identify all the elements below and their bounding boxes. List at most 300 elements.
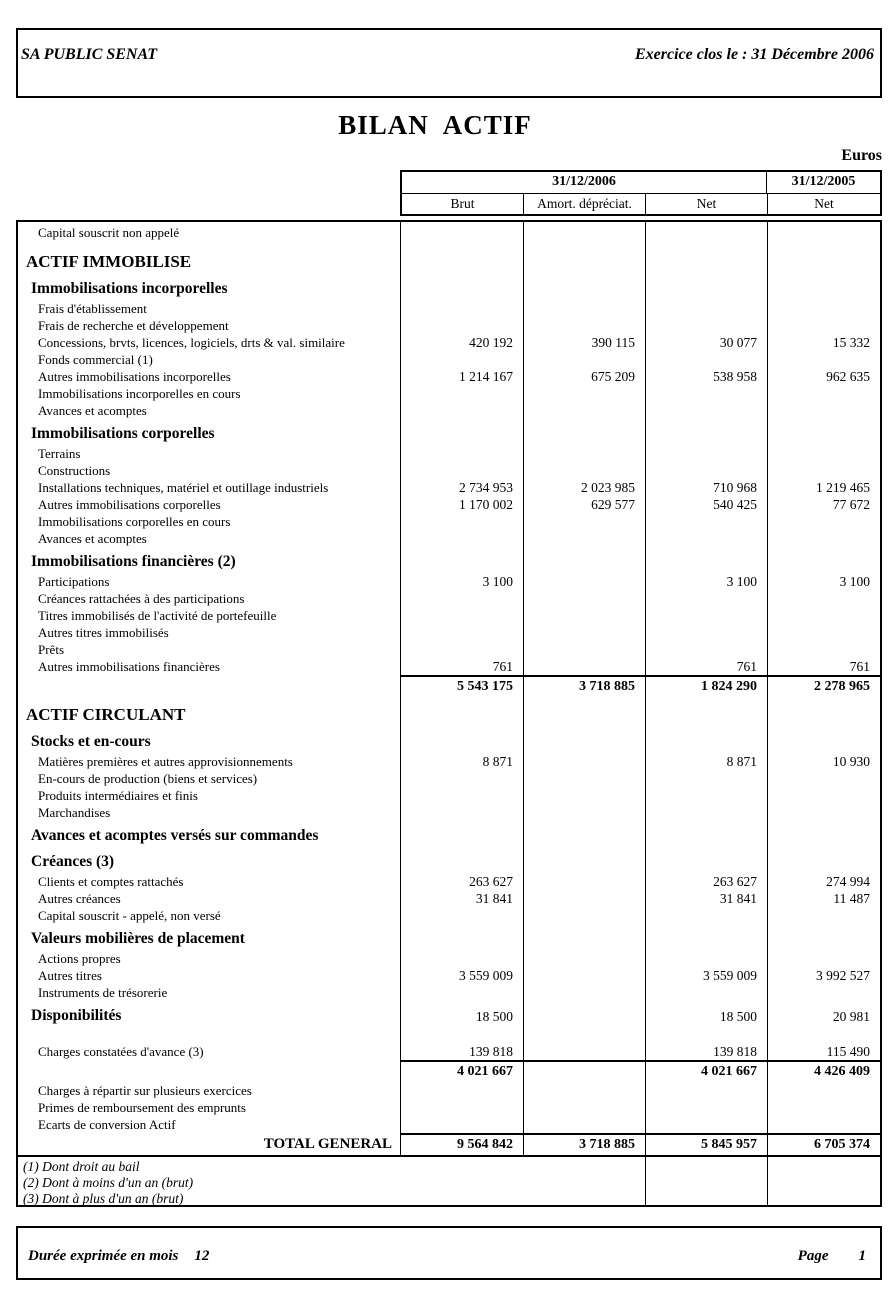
row-value bbox=[767, 787, 880, 804]
row-value bbox=[400, 419, 523, 445]
row-value bbox=[645, 950, 767, 967]
row-value bbox=[645, 924, 767, 950]
column-header-brut: Brut bbox=[450, 195, 475, 211]
row-value: 3 718 885 bbox=[523, 675, 645, 697]
row-value bbox=[645, 607, 767, 624]
footnotes-section bbox=[18, 1155, 880, 1205]
row-value bbox=[523, 530, 645, 547]
row-value: 4 021 667 bbox=[400, 1060, 523, 1082]
row-value: 8 871 bbox=[400, 753, 523, 770]
row-value bbox=[400, 984, 523, 1001]
year-header-row bbox=[402, 172, 880, 194]
table-row bbox=[18, 907, 880, 924]
row-value bbox=[523, 967, 645, 984]
row-value bbox=[523, 787, 645, 804]
row-value bbox=[767, 385, 880, 402]
row-value bbox=[767, 847, 880, 873]
row-value bbox=[523, 890, 645, 907]
row-label: Disponibilités bbox=[31, 1007, 122, 1024]
table-row bbox=[18, 300, 880, 317]
row-label: Autres titres bbox=[38, 967, 102, 983]
footnote-1: (1) Dont droit au bail bbox=[23, 1159, 140, 1174]
row-value: 1 170 002 bbox=[400, 496, 523, 513]
row-value bbox=[400, 847, 523, 873]
row-value: 2 278 965 bbox=[767, 675, 880, 697]
row-value: 629 577 bbox=[523, 496, 645, 513]
row-value: 263 627 bbox=[645, 873, 767, 890]
row-value bbox=[767, 950, 880, 967]
table-row bbox=[18, 590, 880, 607]
table-row bbox=[18, 967, 880, 984]
row-value: 9 564 842 bbox=[400, 1133, 523, 1155]
row-label: Avances et acomptes versés sur commandes bbox=[31, 827, 319, 844]
row-value bbox=[400, 787, 523, 804]
row-value bbox=[767, 697, 880, 727]
row-value bbox=[523, 1001, 645, 1027]
row-label: Titres immobilisés de l'activité de portefeuille bbox=[38, 607, 277, 623]
row-value bbox=[767, 1082, 880, 1099]
duration-label: Durée exprimée en mois bbox=[28, 1247, 179, 1264]
row-value bbox=[523, 573, 645, 590]
page-title: BILAN ACTIF bbox=[338, 110, 532, 140]
table-row bbox=[18, 1099, 880, 1116]
row-value: 1 824 290 bbox=[645, 675, 767, 697]
row-label: Prêts bbox=[38, 641, 64, 657]
row-value bbox=[767, 641, 880, 658]
row-label: Frais d'établissement bbox=[38, 300, 147, 316]
row-label bbox=[18, 1027, 400, 1043]
row-value bbox=[645, 445, 767, 462]
row-value bbox=[767, 530, 880, 547]
row-value bbox=[400, 445, 523, 462]
table-row bbox=[18, 727, 880, 753]
row-value bbox=[523, 1099, 645, 1116]
row-value bbox=[767, 402, 880, 419]
table-row bbox=[18, 1027, 880, 1043]
table-row bbox=[18, 222, 880, 244]
page-info bbox=[798, 1248, 866, 1265]
row-value bbox=[767, 1027, 880, 1043]
row-value: 675 209 bbox=[523, 368, 645, 385]
table-row bbox=[18, 445, 880, 462]
table-row bbox=[18, 641, 880, 658]
table-row bbox=[18, 402, 880, 419]
row-value bbox=[400, 300, 523, 317]
closing-date: Exercice clos le : 31 Décembre 2006 bbox=[634, 46, 874, 63]
row-value: 77 672 bbox=[767, 496, 880, 513]
table-row bbox=[18, 924, 880, 950]
row-value bbox=[400, 1099, 523, 1116]
row-value bbox=[767, 984, 880, 1001]
row-value: 139 818 bbox=[400, 1043, 523, 1060]
row-value bbox=[767, 804, 880, 821]
row-value bbox=[400, 924, 523, 950]
row-label: ACTIF CIRCULANT bbox=[26, 705, 186, 724]
row-value bbox=[767, 624, 880, 641]
row-value: 11 487 bbox=[767, 890, 880, 907]
row-value bbox=[645, 821, 767, 847]
row-value: 3 559 009 bbox=[400, 967, 523, 984]
row-value: 15 332 bbox=[767, 334, 880, 351]
row-value bbox=[523, 274, 645, 300]
table-row bbox=[18, 244, 880, 274]
row-value bbox=[523, 984, 645, 1001]
row-value: 10 930 bbox=[767, 753, 880, 770]
table-row bbox=[18, 753, 880, 770]
page-number: 1 bbox=[858, 1247, 866, 1264]
row-value: 3 100 bbox=[767, 573, 880, 590]
row-value: 420 192 bbox=[400, 334, 523, 351]
table-row bbox=[18, 1082, 880, 1099]
row-value bbox=[523, 1027, 645, 1043]
row-label: Valeurs mobilières de placement bbox=[31, 930, 245, 947]
table-row bbox=[18, 496, 880, 513]
row-value: 18 500 bbox=[400, 1001, 523, 1027]
row-value bbox=[400, 727, 523, 753]
row-value bbox=[645, 847, 767, 873]
row-value bbox=[523, 385, 645, 402]
row-value bbox=[523, 1043, 645, 1060]
row-value bbox=[645, 907, 767, 924]
row-value bbox=[645, 274, 767, 300]
row-label: Marchandises bbox=[38, 804, 111, 820]
row-value bbox=[523, 1116, 645, 1133]
row-value bbox=[645, 244, 767, 274]
row-value bbox=[645, 624, 767, 641]
row-value bbox=[523, 950, 645, 967]
currency-label: Euros bbox=[841, 147, 882, 164]
table-row bbox=[18, 624, 880, 641]
row-value: 115 490 bbox=[767, 1043, 880, 1060]
row-label: Créances (3) bbox=[31, 853, 115, 870]
row-value bbox=[645, 402, 767, 419]
row-label: TOTAL GENERAL bbox=[263, 1135, 392, 1152]
row-value: 540 425 bbox=[645, 496, 767, 513]
row-value: 761 bbox=[645, 658, 767, 675]
row-value bbox=[645, 530, 767, 547]
row-value bbox=[767, 590, 880, 607]
row-value bbox=[523, 924, 645, 950]
row-label: Autres immobilisations financières bbox=[38, 658, 220, 674]
row-value bbox=[523, 727, 645, 753]
row-label: Matières premières et autres approvisionnements bbox=[38, 753, 293, 769]
row-value: 3 718 885 bbox=[523, 1133, 645, 1155]
row-value bbox=[400, 402, 523, 419]
row-label: Participations bbox=[38, 573, 110, 589]
row-value bbox=[400, 624, 523, 641]
row-value bbox=[523, 1060, 645, 1082]
row-value: 3 100 bbox=[645, 573, 767, 590]
table-row bbox=[18, 697, 880, 727]
row-value bbox=[767, 1116, 880, 1133]
row-value bbox=[523, 641, 645, 658]
row-value bbox=[523, 244, 645, 274]
row-value bbox=[767, 821, 880, 847]
table-row bbox=[18, 462, 880, 479]
row-value bbox=[523, 445, 645, 462]
row-value bbox=[523, 697, 645, 727]
row-value bbox=[645, 1027, 767, 1043]
company-name: SA PUBLIC SENAT bbox=[21, 46, 158, 63]
table-row bbox=[18, 317, 880, 334]
row-label: Terrains bbox=[38, 445, 81, 461]
row-value bbox=[400, 770, 523, 787]
row-value bbox=[400, 804, 523, 821]
row-value: 761 bbox=[400, 658, 523, 675]
row-value bbox=[645, 547, 767, 573]
row-value: 538 958 bbox=[645, 368, 767, 385]
row-value bbox=[645, 317, 767, 334]
row-value bbox=[523, 873, 645, 890]
row-value bbox=[767, 907, 880, 924]
row-value bbox=[767, 445, 880, 462]
row-value bbox=[767, 607, 880, 624]
row-value: 710 968 bbox=[645, 479, 767, 496]
table-body bbox=[18, 222, 880, 1155]
row-value: 18 500 bbox=[645, 1001, 767, 1027]
row-value: 761 bbox=[767, 658, 880, 675]
duration-value: 12 bbox=[194, 1247, 210, 1264]
row-value bbox=[400, 641, 523, 658]
table-row bbox=[18, 334, 880, 351]
table-row bbox=[18, 658, 880, 675]
row-value: 4 426 409 bbox=[767, 1060, 880, 1082]
footnote-3: (3) Dont à plus d'un an (brut) bbox=[23, 1191, 184, 1206]
table-row bbox=[18, 847, 880, 873]
row-value bbox=[400, 513, 523, 530]
row-value bbox=[767, 244, 880, 274]
table-row bbox=[18, 607, 880, 624]
row-value bbox=[523, 624, 645, 641]
row-value bbox=[523, 907, 645, 924]
row-value bbox=[767, 462, 880, 479]
row-value bbox=[400, 351, 523, 368]
row-value bbox=[767, 1099, 880, 1116]
column-header-net: Net bbox=[645, 194, 767, 215]
row-value bbox=[523, 607, 645, 624]
row-label: Immobilisations financières (2) bbox=[31, 553, 236, 570]
table-row bbox=[18, 950, 880, 967]
row-value: 2 734 953 bbox=[400, 479, 523, 496]
row-value bbox=[400, 590, 523, 607]
balance-sheet-table bbox=[16, 220, 882, 1207]
row-value: 8 871 bbox=[645, 753, 767, 770]
row-value bbox=[523, 222, 645, 244]
row-label: Charges constatées d'avance (3) bbox=[38, 1043, 204, 1059]
row-value bbox=[523, 1082, 645, 1099]
row-value: 2 023 985 bbox=[523, 479, 645, 496]
table-row bbox=[18, 1001, 880, 1027]
row-value bbox=[645, 727, 767, 753]
row-value bbox=[645, 1082, 767, 1099]
page-footer-box bbox=[16, 1226, 882, 1280]
row-label: En-cours de production (biens et services) bbox=[38, 770, 258, 786]
table-row bbox=[18, 770, 880, 787]
row-value bbox=[645, 419, 767, 445]
row-label: ACTIF IMMOBILISE bbox=[26, 252, 192, 271]
table-row bbox=[18, 1116, 880, 1133]
row-label: Autres immobilisations incorporelles bbox=[38, 368, 231, 384]
table-row bbox=[18, 274, 880, 300]
row-value: 263 627 bbox=[400, 873, 523, 890]
footnote-empty-cell-net bbox=[645, 1157, 767, 1205]
row-value bbox=[400, 222, 523, 244]
column-header-net-prior: Net bbox=[767, 194, 880, 215]
row-value bbox=[645, 697, 767, 727]
table-row bbox=[18, 573, 880, 590]
table-row bbox=[18, 1060, 880, 1082]
row-label: Frais de recherche et développement bbox=[38, 317, 229, 333]
year-prior-header: 31/12/2005 bbox=[791, 174, 856, 190]
row-label: Clients et comptes rattachés bbox=[38, 873, 184, 889]
row-value: 5 543 175 bbox=[400, 675, 523, 697]
row-value bbox=[645, 1099, 767, 1116]
row-label: Immobilisations corporelles bbox=[31, 425, 215, 442]
row-label bbox=[18, 1060, 400, 1082]
row-value bbox=[523, 847, 645, 873]
row-value: 1 219 465 bbox=[767, 479, 880, 496]
row-value: 3 100 bbox=[400, 573, 523, 590]
row-value bbox=[767, 222, 880, 244]
footnotes-text bbox=[18, 1157, 645, 1205]
row-value bbox=[523, 300, 645, 317]
row-value bbox=[523, 351, 645, 368]
row-value bbox=[767, 924, 880, 950]
table-row bbox=[18, 984, 880, 1001]
row-value bbox=[645, 984, 767, 1001]
sub-header-row bbox=[402, 194, 880, 215]
page-label: Page bbox=[797, 1247, 829, 1264]
table-row bbox=[18, 804, 880, 821]
table-row bbox=[18, 513, 880, 530]
table-row bbox=[18, 675, 880, 697]
row-value bbox=[523, 317, 645, 334]
row-value bbox=[645, 222, 767, 244]
footnote-empty-cell-net-prior bbox=[767, 1157, 880, 1205]
table-row bbox=[18, 890, 880, 907]
row-value bbox=[645, 770, 767, 787]
row-label bbox=[18, 675, 400, 697]
row-value bbox=[400, 385, 523, 402]
row-value bbox=[400, 907, 523, 924]
row-value: 390 115 bbox=[523, 334, 645, 351]
row-label: Créances rattachées à des participations bbox=[38, 590, 245, 606]
row-value bbox=[400, 274, 523, 300]
row-value bbox=[645, 462, 767, 479]
row-value: 31 841 bbox=[645, 890, 767, 907]
row-label: Installations techniques, matériel et outillage industriels bbox=[38, 479, 329, 495]
row-value bbox=[645, 787, 767, 804]
row-value bbox=[400, 317, 523, 334]
row-value bbox=[645, 641, 767, 658]
row-value bbox=[645, 513, 767, 530]
row-value bbox=[400, 950, 523, 967]
row-value bbox=[767, 274, 880, 300]
row-value bbox=[400, 547, 523, 573]
row-value bbox=[400, 697, 523, 727]
row-label: Instruments de trésorerie bbox=[38, 984, 168, 1000]
row-value: 1 214 167 bbox=[400, 368, 523, 385]
row-label: Primes de remboursement des emprunts bbox=[38, 1099, 246, 1115]
row-value bbox=[523, 513, 645, 530]
row-value: 30 077 bbox=[645, 334, 767, 351]
row-value bbox=[523, 804, 645, 821]
row-label: Ecarts de conversion Actif bbox=[38, 1116, 176, 1132]
column-header-strip bbox=[400, 170, 882, 216]
row-value: 20 981 bbox=[767, 1001, 880, 1027]
row-value bbox=[767, 419, 880, 445]
table-row bbox=[18, 385, 880, 402]
table-row bbox=[18, 1133, 880, 1155]
row-label: Capital souscrit non appelé bbox=[38, 225, 180, 240]
row-value bbox=[523, 402, 645, 419]
row-label: Avances et acomptes bbox=[38, 530, 147, 546]
row-value bbox=[523, 547, 645, 573]
row-value: 274 994 bbox=[767, 873, 880, 890]
row-label: Immobilisations corporelles en cours bbox=[38, 513, 231, 529]
column-header-amort: Amort. dépréciat. bbox=[523, 194, 645, 215]
row-value bbox=[400, 1116, 523, 1133]
row-value bbox=[645, 1116, 767, 1133]
row-label: Fonds commercial (1) bbox=[38, 351, 153, 367]
row-value bbox=[523, 770, 645, 787]
row-value bbox=[645, 804, 767, 821]
row-value bbox=[767, 727, 880, 753]
table-row bbox=[18, 368, 880, 385]
row-value bbox=[645, 590, 767, 607]
row-label: Immobilisations incorporelles en cours bbox=[38, 385, 241, 401]
row-value bbox=[767, 770, 880, 787]
table-row bbox=[18, 1043, 880, 1060]
row-value: 962 635 bbox=[767, 368, 880, 385]
row-value bbox=[400, 1082, 523, 1099]
row-value bbox=[400, 1027, 523, 1043]
year-current-header: 31/12/2006 bbox=[402, 172, 767, 193]
row-value bbox=[767, 317, 880, 334]
row-label: Capital souscrit - appelé, non versé bbox=[38, 907, 221, 923]
row-label: Autres immobilisations corporelles bbox=[38, 496, 221, 512]
row-label: Immobilisations incorporelles bbox=[31, 280, 228, 297]
row-value bbox=[523, 590, 645, 607]
table-row bbox=[18, 351, 880, 368]
table-row bbox=[18, 530, 880, 547]
row-value bbox=[767, 513, 880, 530]
row-value bbox=[523, 658, 645, 675]
row-label: Produits intermédiaires et finis bbox=[38, 787, 198, 803]
row-value bbox=[645, 300, 767, 317]
row-value: 6 705 374 bbox=[767, 1133, 880, 1155]
row-label: Stocks et en-cours bbox=[31, 733, 151, 750]
row-value: 139 818 bbox=[645, 1043, 767, 1060]
row-label: Constructions bbox=[38, 462, 111, 478]
row-value bbox=[400, 607, 523, 624]
table-row bbox=[18, 787, 880, 804]
row-value bbox=[400, 462, 523, 479]
row-label: Actions propres bbox=[38, 950, 121, 966]
row-value: 4 021 667 bbox=[645, 1060, 767, 1082]
row-value bbox=[645, 351, 767, 368]
row-value: 3 559 009 bbox=[645, 967, 767, 984]
row-value bbox=[767, 300, 880, 317]
table-row bbox=[18, 873, 880, 890]
row-value: 3 992 527 bbox=[767, 967, 880, 984]
row-value bbox=[523, 462, 645, 479]
document-header-box bbox=[16, 28, 882, 98]
row-label: Charges à répartir sur plusieurs exercices bbox=[38, 1082, 252, 1098]
footnote-2: (2) Dont à moins d'un an (brut) bbox=[23, 1175, 194, 1190]
row-value bbox=[767, 547, 880, 573]
row-value bbox=[523, 419, 645, 445]
